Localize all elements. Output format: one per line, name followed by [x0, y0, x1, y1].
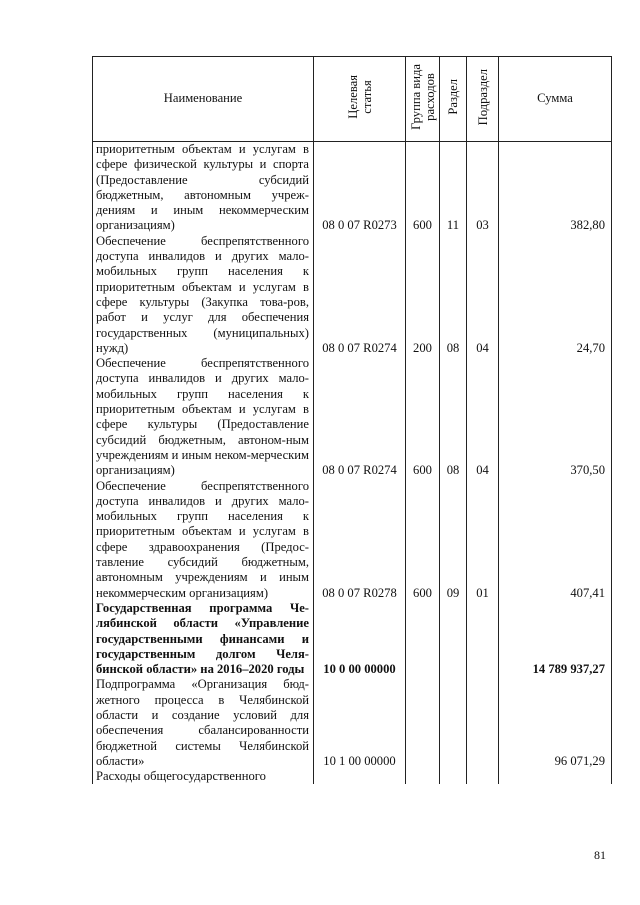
row-expense-group: 600: [406, 142, 440, 234]
row-target-article: 08 0 07 R0273: [314, 142, 406, 234]
row-expense-group: 200: [406, 234, 440, 356]
header-section: Раздел: [440, 57, 467, 142]
page-number: 81: [594, 848, 606, 862]
row-target-article: 10 0 00 00000: [314, 601, 406, 677]
header-sum: Сумма: [499, 57, 612, 142]
row-section: 09: [440, 479, 467, 601]
table-row: [93, 769, 612, 784]
row-name: Государственная программа Че-лябинской области «Управление государственными финансами и государственным долгом Челя-бинской области» на 2016–2020 годы: [93, 601, 314, 677]
header-expense-group: Группа вида расходов: [406, 57, 440, 142]
row-subsection: [467, 601, 499, 677]
row-subsection: 04: [467, 356, 499, 478]
table-row: [93, 234, 612, 356]
row-expense-group: [406, 601, 440, 677]
row-target-article: 10 1 00 00000: [314, 677, 406, 769]
row-sum: 370,50: [499, 356, 612, 478]
row-target-article: 08 0 07 R0278: [314, 479, 406, 601]
row-subsection: 04: [467, 234, 499, 356]
table-row: [93, 356, 612, 478]
table-row: [93, 479, 612, 601]
header-name: Наименование: [93, 57, 314, 142]
header-target-article: Целевая статья: [314, 57, 406, 142]
row-subsection: [467, 677, 499, 769]
row-name: приоритетным объектам и услугам в сфере физической культуры и спорта (Предоставление субсидий бюджетным, автономным учреж-дениям и иным некоммерческим организациям): [93, 142, 314, 234]
row-expense-group: [406, 769, 440, 784]
row-sum: 382,80: [499, 142, 612, 234]
row-section: 08: [440, 234, 467, 356]
row-sum: 24,70: [499, 234, 612, 356]
row-sum: 96 071,29: [499, 677, 612, 769]
row-target-article: 08 0 07 R0274: [314, 234, 406, 356]
row-name: Обеспечение беспрепятственного доступа инвалидов и других мало-мобильных групп населения к приоритетным объектам и услугам в сфере культуры (Предоставление субсидий бюджетным, автоном-ным учреждениям и иным неком-мерческим организациям): [93, 356, 314, 478]
row-section: [440, 601, 467, 677]
row-subsection: 01: [467, 479, 499, 601]
row-name: Расходы общегосударственного: [93, 769, 314, 784]
row-target-article: [314, 769, 406, 784]
row-expense-group: [406, 677, 440, 769]
row-section: 08: [440, 356, 467, 478]
row-expense-group: 600: [406, 356, 440, 478]
row-expense-group: 600: [406, 479, 440, 601]
row-target-article: 08 0 07 R0274: [314, 356, 406, 478]
row-section: 11: [440, 142, 467, 234]
budget-table: [92, 56, 612, 784]
row-subsection: 03: [467, 142, 499, 234]
row-section: [440, 677, 467, 769]
table-row: [93, 601, 612, 677]
row-name: Обеспечение беспрепятственного доступа инвалидов и других мало-мобильных групп населения к приоритетным объектам и услугам в сфере здравоохранения (Предос-тавление субсидий бюджетным, автономным учреждениям и иным некоммерческим организациям): [93, 479, 314, 601]
row-name: Обеспечение беспрепятственного доступа инвалидов и других мало-мобильных групп населения к приоритетным объектам и услугам в сфере культуры (Закупка това-ров, работ и услуг для обеспечения государственных (муниципальных) нужд): [93, 234, 314, 356]
row-sum: 14 789 937,27: [499, 601, 612, 677]
header-subsection: Подраздел: [467, 57, 499, 142]
table-row: [93, 677, 612, 769]
row-sum: 407,41: [499, 479, 612, 601]
row-sum: [499, 769, 612, 784]
table-row: [93, 142, 612, 234]
row-subsection: [467, 769, 499, 784]
row-name: Подпрограмма «Организация бюд-жетного процесса в Челябинской области и создание условий для обеспечения сбалансированности бюджетной системы Челябинской области»: [93, 677, 314, 769]
table-header-row: [93, 57, 612, 142]
row-section: [440, 769, 467, 784]
